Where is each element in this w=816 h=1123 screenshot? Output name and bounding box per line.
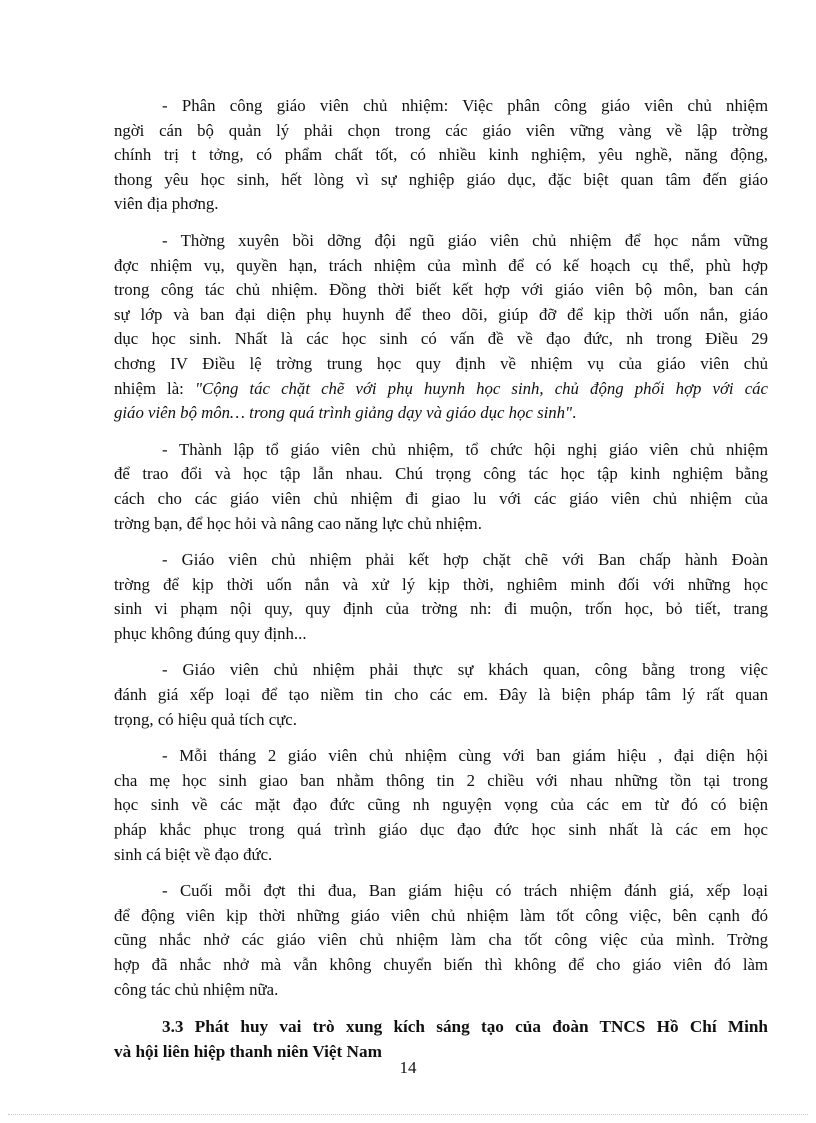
quoted-regulation: giáo viên bộ môn… trong quá trình giảng dạy và giáo dục học sinh" <box>114 403 573 423</box>
text-line: - Giáo viên chủ nhiệm phải kết hợp chặt chẽ với Ban chấp hành Đoàn <box>162 550 768 570</box>
paragraph-youth-union-coordination <box>114 548 768 646</box>
text-line: trờng để kịp thời uốn nắn và xử lý kịp thời, nghiêm minh đối với những học <box>114 574 768 594</box>
quoted-regulation: "Cộng tác chặt chẽ với phụ huynh học sinh, chủ động phối hợp với các <box>194 378 768 398</box>
heading-line: và hội liên hiệp thanh niên Việt Nam <box>114 1042 382 1062</box>
text-line: - Cuối mỗi đợt thi đua, Ban giám hiệu có trách nhiệm đánh giá, xếp loại <box>162 881 768 901</box>
paragraph-objective-evaluation <box>114 658 768 732</box>
text-line: viên địa phơng. <box>114 194 219 214</box>
text-line: chính trị t tởng, có phẩm chất tốt, có nhiều kinh nghiệm, yêu nghề, năng động, <box>114 145 768 165</box>
text-line: công tác chủ nhiệm nữa. <box>114 979 279 999</box>
text-line: - Thờng xuyên bồi dỡng đội ngũ giáo viên chủ nhiệm để học nắm vững <box>162 230 768 250</box>
paragraph-emulation-evaluation <box>114 879 768 1002</box>
text-line <box>114 401 768 426</box>
text-line: sự lớp và ban đại diện phụ huynh để theo dõi, giúp đỡ để kịp thời uốn nắn, giáo <box>114 304 768 324</box>
section-heading <box>114 1014 768 1064</box>
text-line: - Mỗi tháng 2 giáo viên chủ nhiệm cùng với ban giám hiệu , đại diện hội <box>162 746 768 766</box>
text-line: sinh vi phạm nội quy, quy định của trờng nh: đi muộn, trốn học, bỏ tiết, trang <box>114 599 768 619</box>
text-line: hợp đã nhắc nhở mà vẫn không chuyển biến thì không để cho giáo viên đó làm <box>114 955 768 974</box>
paragraph-regular-training <box>114 229 768 426</box>
footer-divider <box>8 1114 808 1115</box>
text-line: - Giáo viên chủ nhiệm phải thực sự khách quan, công bằng trong việc <box>162 660 768 680</box>
text-line: đánh giá xếp loại để tạo niềm tin cho các em. Đây là biện pháp tâm lý rất quan <box>114 685 768 705</box>
paragraph-homeroom-assignment <box>114 94 768 217</box>
text-line: trong công tác chủ nhiệm. Đồng thời biết kết hợp với giáo viên bộ môn, ban cán <box>114 280 768 300</box>
text-line: phục không đúng quy định... <box>114 623 307 643</box>
text-line: đợc nhiệm vụ, quyền hạn, trách nhiệm của mình để có kế hoạch cụ thể, phù hợp <box>114 255 768 275</box>
text-line: để trao đổi và học tập lẫn nhau. Chú trọng công tác học tập kinh nghiệm bằng <box>114 464 768 484</box>
text-line: trọng, có hiệu quả tích cực. <box>114 709 297 729</box>
text-line: chơng IV Điều lệ trờng trung học quy định về nhiệm vụ của giáo viên chủ <box>114 353 768 373</box>
text-line: pháp khắc phục trong quá trình giáo dục đạo đức học sinh nhất là các em học <box>114 820 768 840</box>
text-line: cha mẹ học sinh giao ban nhằm thông tin 2 chiều với nhau những tồn tại trong <box>114 770 768 790</box>
quote-lead: nhiệm là: <box>114 378 195 398</box>
page-body <box>114 94 768 1064</box>
text-line: sinh cá biệt về đạo đức. <box>114 844 273 864</box>
text-line: trờng bạn, để học hỏi và nâng cao năng lực chủ nhiệm. <box>114 513 482 533</box>
text-line: cách cho các giáo viên chủ nhiệm đi giao lu với các giáo viên chủ nhiệm của <box>114 488 768 508</box>
text-line: để động viên kịp thời những giáo viên chủ nhiệm làm tốt công việc, bên cạnh đó <box>114 905 768 925</box>
text-line: học sinh về các mặt đạo đức cũng nh nguyện vọng của các em từ đó có biện <box>114 795 768 815</box>
text-line: - Phân công giáo viên chủ nhiệm: Việc phân công giáo viên chủ nhiệm <box>162 96 768 115</box>
text-line: - Thành lập tổ giáo viên chủ nhiệm, tổ chức hội nghị giáo viên chủ nhiệm <box>162 439 768 459</box>
text-line <box>114 377 768 402</box>
text-line: ngời cán bộ quản lý phải chọn trong các giáo viên vững vàng về lập trờng <box>114 120 768 140</box>
text-line: cũng nhắc nhở các giáo viên chủ nhiệm làm cha tốt công việc của mình. Trờng <box>114 930 768 950</box>
heading-line: 3.3 Phát huy vai trò xung kích sáng tạo của đoàn TNCS Hồ Chí Minh <box>162 1017 768 1037</box>
page-number: 14 <box>399 1058 417 1077</box>
paragraph-homeroom-group <box>114 438 768 536</box>
text-line: thong yêu học sinh, hết lòng vì sự nghiệp giáo dục, đặc biệt quan tâm đến giáo <box>114 169 768 189</box>
paragraph-monthly-meeting <box>114 744 768 867</box>
text-line: dục học sinh. Nhất là các học sinh có vấn đề về đạo đức, nh trong Điều 29 <box>114 329 768 349</box>
quote-tail: . <box>572 403 577 423</box>
